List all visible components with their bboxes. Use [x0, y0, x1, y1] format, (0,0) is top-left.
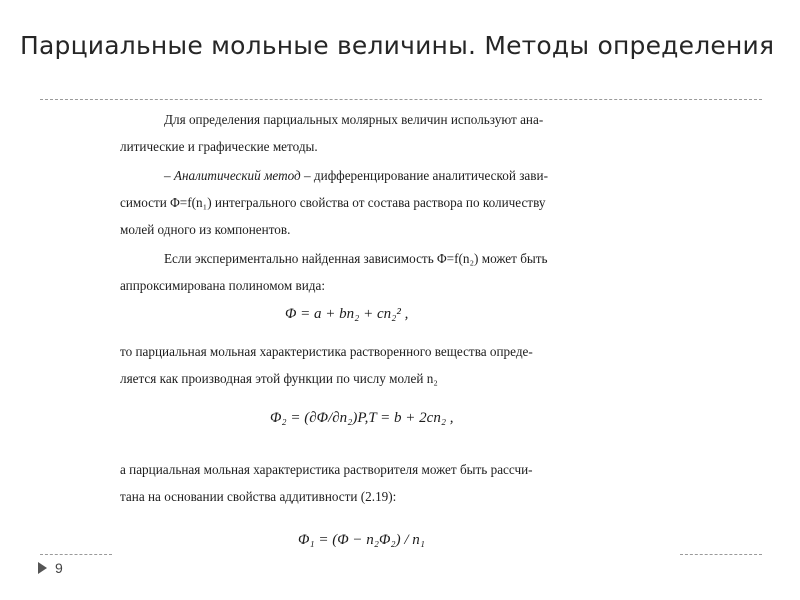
- formula-additivity: Φ₁ = (Φ − n₂Φ₂) / n₁: [298, 532, 426, 548]
- slide-footer: [38, 560, 63, 576]
- play-arrow-icon: [38, 562, 47, 574]
- dash: –: [164, 168, 174, 183]
- paragraph-line: аппроксимирована полиномом вида:: [120, 278, 326, 293]
- paragraph-line: молей одного из компонентов.: [120, 222, 291, 237]
- text: – дифференцирование аналитической зави-: [300, 168, 548, 183]
- paragraph-line: литические и графические методы.: [120, 139, 318, 154]
- paragraph-line: Для определения парциальных молярных величин используют ана-: [164, 112, 544, 127]
- document-scan: [120, 104, 645, 584]
- formula-polynomial: Φ = a + bn₂ + cn₂² ,: [285, 306, 409, 322]
- page-number: 9: [55, 560, 63, 576]
- paragraph-line: [120, 162, 645, 189]
- paragraph-line: а парциальная мольная характеристика растворителя может быть рассчи-: [120, 462, 533, 477]
- footer-divider-left: [40, 554, 112, 555]
- footer-divider-right: [680, 554, 762, 555]
- title-divider: [40, 99, 762, 100]
- italic-term: Аналитический метод: [173, 168, 301, 183]
- paragraph-line: симости Φ=f(n₁) интегрального свойства от состава раствора по количеству: [120, 195, 546, 210]
- paragraph-line: тана на основании свойства аддитивности (2.19):: [120, 489, 397, 504]
- paragraph-line: то парциальная мольная характеристика растворенного вещества опреде-: [120, 344, 533, 359]
- formula-partial-derivative: Φ₂ = (∂Φ/∂n₂)P,T = b + 2cn₂ ,: [270, 410, 454, 426]
- paragraph-line: ляется как производная этой функции по числу молей n₂: [120, 371, 438, 386]
- slide-title: Парциальные мольные величины. Методы определения: [20, 31, 775, 60]
- paragraph-line: Если экспериментально найденная зависимость Φ=f(n₂) может быть: [164, 251, 548, 266]
